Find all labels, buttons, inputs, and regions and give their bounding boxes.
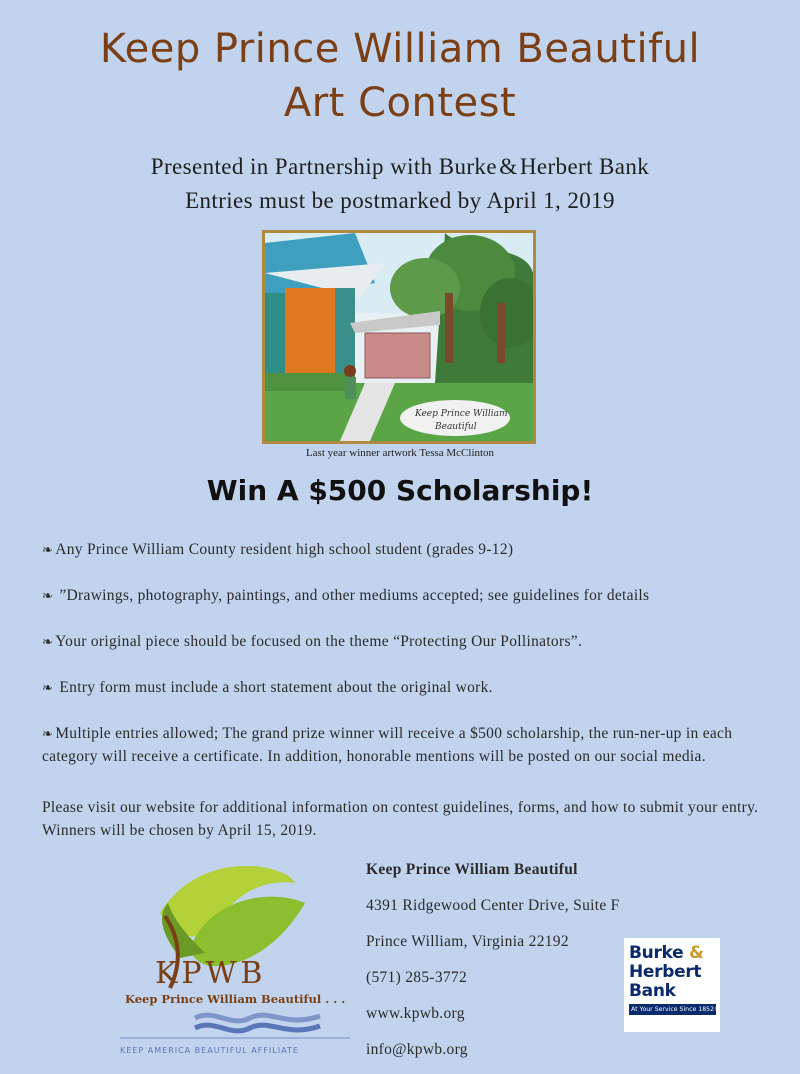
bank-name-3: Bank [629, 981, 676, 1001]
fleuron-icon: ❧ [42, 680, 54, 695]
bank-name-1: Burke [629, 943, 684, 963]
artwork-drawing [265, 233, 533, 441]
winner-artwork [262, 230, 536, 444]
list-item: ❧ ”Drawings, photography, paintings, and other mediums accepted; see guidelines for details [42, 587, 650, 604]
contact-website[interactable]: www.kpwb.org [366, 1005, 465, 1022]
contact-address-2: Prince William, Virginia 22192 [366, 933, 569, 950]
fleuron-icon: ❧ [42, 542, 54, 557]
contact-block [366, 858, 620, 1074]
bank-tagline: At Your Service Since 1852® [631, 1006, 721, 1013]
page-title [0, 22, 800, 130]
contact-address-1: 4391 Ridgewood Center Drive, Suite F [366, 897, 620, 914]
scholarship-headline: Win A $500 Scholarship! [206, 474, 594, 507]
bank-ampersand: & [688, 943, 704, 963]
fleuron-icon: ❧ [42, 588, 54, 603]
bank-logo [624, 938, 720, 1032]
kpwb-logo [120, 858, 350, 1058]
artwork-sign-line-2: Beautiful [435, 422, 477, 432]
bank-name-2: Herbert [629, 962, 702, 982]
kpwb-letters: KPWB [155, 956, 267, 991]
list-item: ❧ Entry form must include a short statement about the original work. [42, 679, 493, 696]
title-line-2: Art Contest [283, 80, 517, 126]
eligibility-list [42, 538, 762, 791]
kpwb-affiliate: KEEP AMERICA BEAUTIFUL AFFILIATE [120, 1046, 299, 1055]
partner-line: Presented in Partnership with Burke & Herbert Bank [150, 154, 650, 179]
deadline-line: Entries must be postmarked by April 1, 2019 [185, 188, 615, 213]
artwork-caption: Last year winner artwork Tessa McClinton [305, 447, 495, 459]
contact-email[interactable]: info@kpwb.org [366, 1041, 468, 1058]
fleuron-icon: ❧ [42, 726, 54, 741]
list-item: ❧ Any Prince William County resident high school student (grades 9-12) [42, 541, 514, 558]
kpwb-name: Keep Prince William Beautiful . . . [125, 992, 346, 1006]
list-item: ❧ Multiple entries allowed; The grand prize winner will receive a $500 scholarship, the run-ner-up in each category will receive a certificate. In addition, honorable mentions will be posted on our social media. [42, 725, 733, 765]
contact-org: Keep Prince William Beautiful [366, 861, 578, 878]
artwork-sign-line-1: Keep Prince William [415, 409, 508, 419]
list-item: ❧ Your original piece should be focused on the theme “Protecting Our Pollinators”. [42, 633, 583, 650]
subtitle [0, 150, 800, 218]
info-paragraph: Please visit our website for additional information on contest guidelines, forms, and how to submit your entry. Winners will be chosen by April 15, 2019. [42, 799, 759, 839]
contact-phone: (571) 285-3772 [366, 969, 468, 986]
title-line-1: Keep Prince William Beautiful [99, 26, 701, 72]
fleuron-icon: ❧ [42, 634, 54, 649]
